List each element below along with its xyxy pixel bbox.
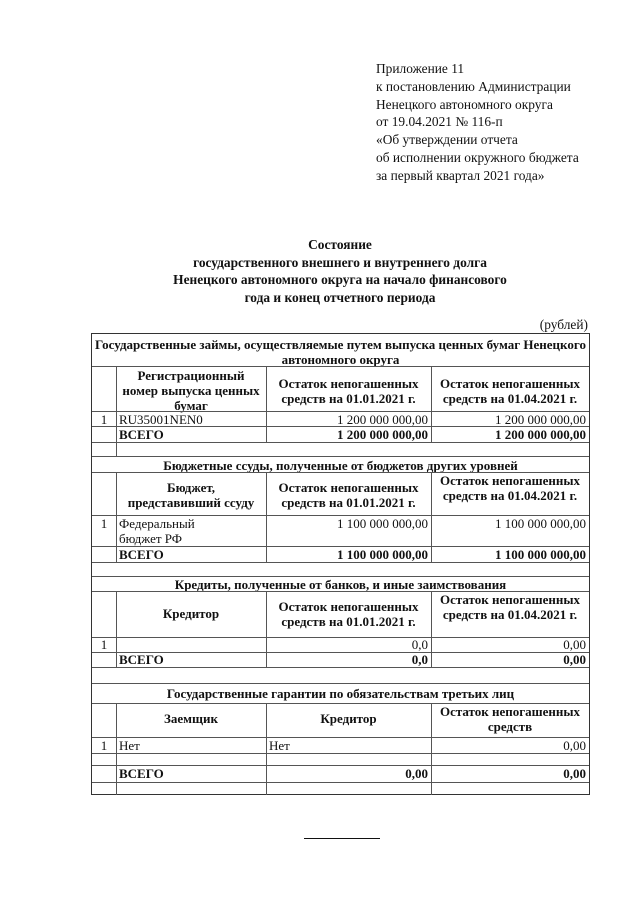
attachment-line: от 19.04.2021 № 116-п [376,114,503,130]
row-number: 1 [100,516,108,531]
row-number: 1 [100,412,108,427]
units-label: (рублей) [539,317,588,332]
attachment-line: Приложение 11 [376,61,465,76]
title-line: Состояние [308,237,372,252]
row-number: 1 [100,637,108,652]
header-balance-end: Остаток непогашенных средств на 01.04.2021 г. [439,473,581,503]
header-reg-number: Регистрационный номер выпуска ценных бумаг [122,368,260,413]
total-label: ВСЕГО [119,766,164,781]
attachment-header [376,60,579,185]
header-borrower: Заемщик [164,711,218,726]
header-balance-start: Остаток непогашенных средств на 01.01.2021 г. [278,480,419,510]
total-end-value: 1 100 000 000,00 [495,547,586,562]
section-title-budget-loans: Бюджетные ссуды, полученные от бюджетов других уровней [163,458,518,473]
budget-value: Федеральный бюджет РФ [119,516,195,546]
header-balance: Остаток непогашенных средств [439,704,581,734]
section-title-guarantees: Государственные гарантии по обязательствам третьих лиц [166,686,515,701]
total-start-value: 1 200 000 000,00 [337,427,428,442]
total-end-value: 0,00 [563,652,586,667]
attachment-line: к постановлению Администрации [376,78,571,94]
balance-start-value: 0,0 [411,637,428,652]
total-start-value: 0,0 [411,652,428,667]
balance-end-value: 1 200 000 000,00 [495,412,586,427]
row-number: 1 [100,738,108,753]
total-balance-value: 0,00 [563,766,586,781]
balance-end-value: 1 100 000 000,00 [495,516,586,531]
header-creditor: Кредитор [320,711,377,726]
header-budget: Бюджет, представивший ссуду [127,480,255,510]
total-end-value: 1 200 000 000,00 [495,427,586,442]
title-line: Ненецкого автономного округа на начало финансового [173,272,507,287]
header-creditor: Кредитор [162,606,220,621]
total-creditor-value: 0,00 [405,766,428,781]
title-line: государственного внешнего и внутреннего долга [193,254,487,270]
section-title-securities: Государственные займы, осуществляемые путем выпуска ценных бумаг Ненецкого автономного округа [95,337,586,367]
document-title [140,236,540,306]
balance-start-value: 1 100 000 000,00 [337,516,428,531]
header-balance-end: Остаток непогашенных средств на 01.04.2021 г. [439,592,581,622]
balance-end-value: 0,00 [563,637,586,652]
total-label: ВСЕГО [119,547,164,562]
attachment-line: Ненецкого автономного округа [376,96,553,112]
header-balance-start: Остаток непогашенных средств на 01.01.2021 г. [278,599,419,629]
attachment-line: за первый квартал 2021 года» [376,167,545,183]
separator-line [304,838,380,839]
section-title-bank-credits: Кредиты, полученные от банков, и иные заимствования [174,577,507,592]
total-label: ВСЕГО [119,427,164,442]
header-balance-end: Остаток непогашенных средств на 01.04.2021 г. [439,376,581,406]
header-balance-start: Остаток непогашенных средств на 01.01.2021 г. [278,376,419,406]
attachment-line: «Об утверждении отчета [376,132,518,148]
debt-table [91,333,590,795]
title-line: года и конец отчетного периода [244,289,436,305]
attachment-line: об исполнении окружного бюджета [376,149,579,165]
total-label: ВСЕГО [119,652,164,667]
total-start-value: 1 100 000 000,00 [337,547,428,562]
borrower-value: Нет [119,738,140,753]
creditor-value: Нет [269,738,290,753]
balance-start-value: 1 200 000 000,00 [337,412,428,427]
reg-number-value: RU35001NEN0 [119,412,203,427]
balance-value: 0,00 [563,738,586,753]
